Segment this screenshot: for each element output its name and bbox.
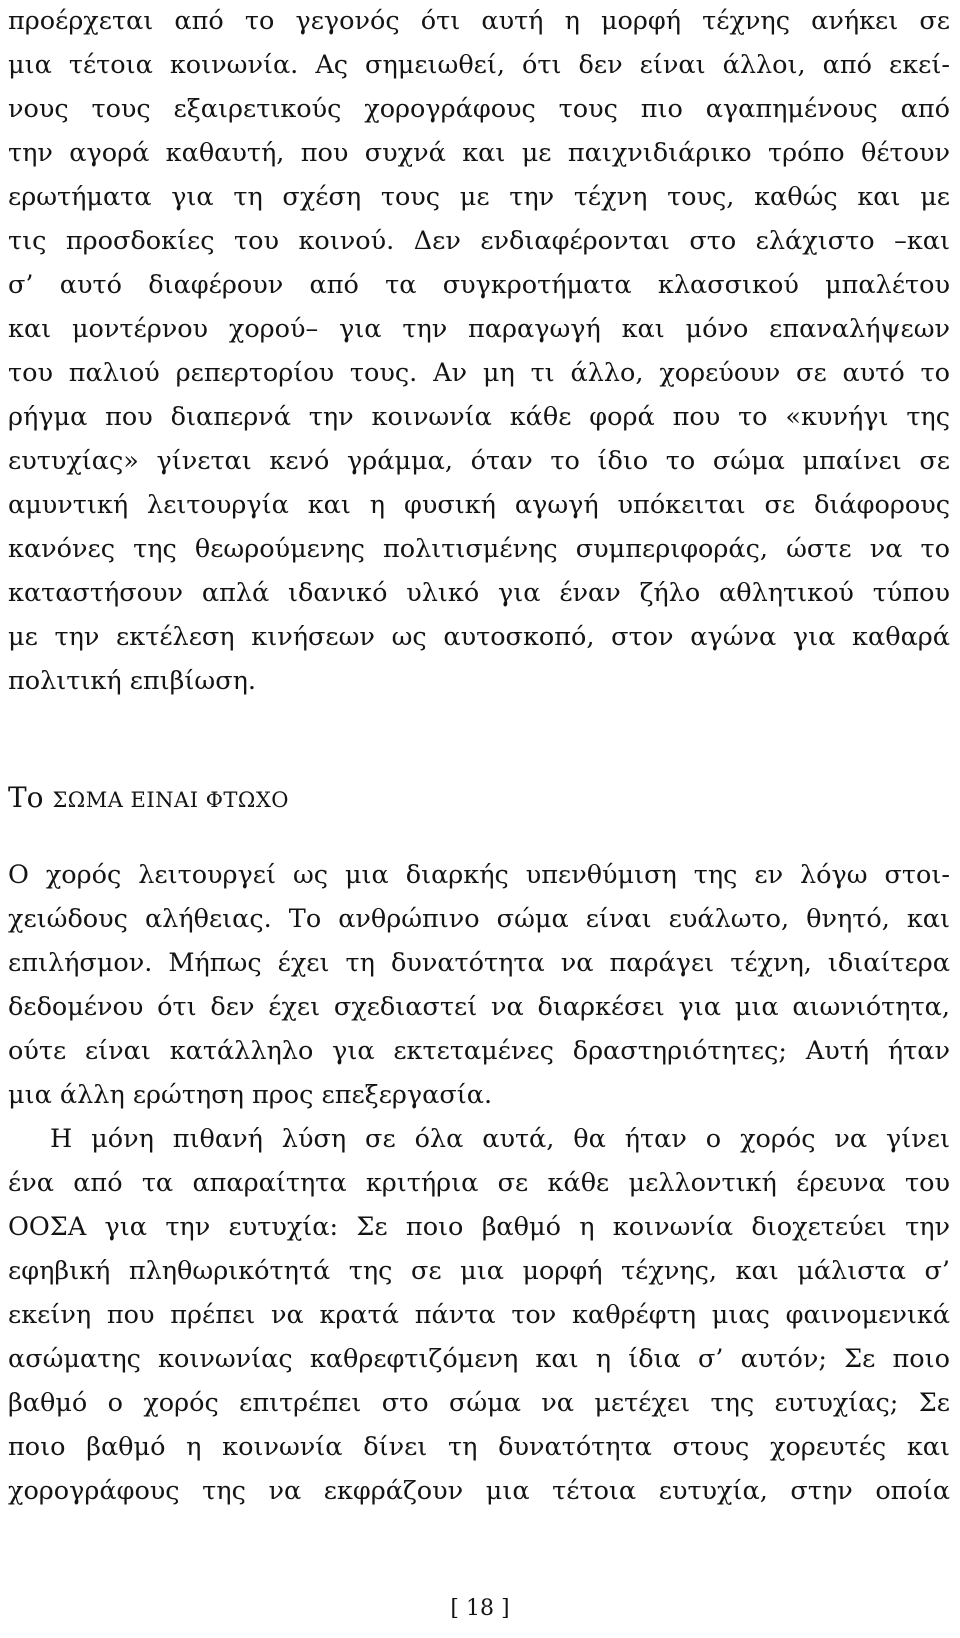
section-heading-first-word: Το bbox=[8, 781, 44, 814]
paragraph-3-line: ποιο βαθμό η κοινωνία δίνει τη δυνατότητα στους χορευτές και bbox=[8, 1432, 950, 1462]
paragraph-3-line: εφηβική πληθωρικότητά της σε μια μορφή τέχνης, και μάλιστα σ’ bbox=[8, 1256, 950, 1286]
paragraph-2-line: δεδομένου ότι δεν έχει σχεδιαστεί να διαρκέσει για μια αιωνιότητα, bbox=[8, 992, 950, 1022]
paragraph-1-line: ρήγμα που διαπερνά την κοινωνία κάθε φορά που το «κυνήγι της bbox=[8, 402, 950, 432]
paragraph-1-line: σ’ αυτό διαφέρουν από τα συγκροτήματα κλασσικού μπαλέτου bbox=[8, 270, 950, 300]
page-number: [ 18 ] bbox=[450, 1596, 510, 1621]
paragraph-1-line: του παλιού ρεπερτορίου τους. Αν μη τι άλλο, χορεύουν σε αυτό το bbox=[8, 358, 950, 388]
paragraph-3-line: βαθμό ο χορός επιτρέπει στο σώμα να μετέχει της ευτυχίας; Σε bbox=[8, 1388, 950, 1418]
paragraph-2-line: επιλήσμον. Μήπως έχει τη δυνατότητα να παράγει τέχνη, ιδιαίτερα bbox=[8, 948, 950, 978]
paragraph-1-line: ευτυχίας» γίνεται κενό γράμμα, όταν το ίδιο το σώμα μπαίνει σε bbox=[8, 446, 950, 476]
paragraph-3-line: ένα από τα απαραίτητα κριτήρια σε κάθε μελλοντική έρευνα του bbox=[8, 1168, 950, 1198]
paragraph-3-line: ΟΟΣΑ για την ευτυχία: Σε ποιο βαθμό η κοινωνία διοχετεύει την bbox=[8, 1212, 950, 1242]
paragraph-1-line: τις προσδοκίες του κοινού. Δεν ενδιαφέρονται στο ελάχιστο –και bbox=[8, 226, 950, 256]
section-heading-small-caps: ΣΩΜΑ ΕΙΝΑΙ ΦΤΩΧΟ bbox=[52, 788, 289, 812]
paragraph-1-line: πολιτική επιβίωση. bbox=[8, 666, 256, 696]
paragraph-2-line: χειώδους αλήθειας. Το ανθρώπινο σώμα είναι ευάλωτο, θνητό, και bbox=[8, 904, 950, 934]
paragraph-1-line: καταστήσουν απλά ιδανικό υλικό για έναν ζήλο αθλητικού τύπου bbox=[8, 578, 950, 608]
paragraph-1-line: μια τέτοια κοινωνία. Ας σημειωθεί, ότι δεν είναι άλλοι, από εκεί- bbox=[8, 50, 950, 80]
paragraph-1-line: προέρχεται από το γεγονός ότι αυτή η μορφή τέχνης ανήκει σε bbox=[8, 6, 950, 36]
paragraph-3-line: εκείνη που πρέπει να κρατά πάντα τον καθρέφτη μιας φαινομενικά bbox=[8, 1300, 950, 1330]
paragraph-1-line: με την εκτέλεση κινήσεων ως αυτοσκοπό, στον αγώνα για καθαρά bbox=[8, 622, 950, 652]
section-heading bbox=[8, 780, 289, 818]
paragraph-1-line: αμυντική λειτουργία και η φυσική αγωγή υπόκειται σε διάφορους bbox=[8, 490, 950, 520]
paragraph-1-line: την αγορά καθαυτή, που συχνά και με παιχνιδιάρικο τρόπο θέτουν bbox=[8, 138, 950, 168]
paragraph-1-line: κανόνες της θεωρούμενης πολιτισμένης συμπεριφοράς, ώστε να το bbox=[8, 534, 950, 564]
paragraph-2-line: ούτε είναι κατάλληλο για εκτεταμένες δραστηριότητες; Αυτή ήταν bbox=[8, 1036, 950, 1066]
paragraph-2-line: Ο χορός λειτουργεί ως μια διαρκής υπενθύμιση της εν λόγω στοι- bbox=[8, 860, 950, 890]
paragraph-1-line: νους τους εξαιρετικούς χορογράφους τους πιο αγαπημένους από bbox=[8, 94, 950, 124]
paragraph-1-line: και μοντέρνου χορού– για την παραγωγή και μόνο επαναλήψεων bbox=[8, 314, 950, 344]
paragraph-3-line: Η μόνη πιθανή λύση σε όλα αυτά, θα ήταν ο χορός να γίνει bbox=[50, 1124, 950, 1154]
paragraph-1-line: ερωτήματα για τη σχέση τους με την τέχνη τους, καθώς και με bbox=[8, 182, 950, 212]
paragraph-2-line: μια άλλη ερώτηση προς επεξεργασία. bbox=[8, 1080, 493, 1110]
paragraph-3-line: ασώματης κοινωνίας καθρεφτιζόμενη και η ίδια σ’ αυτόν; Σε ποιο bbox=[8, 1344, 950, 1374]
paragraph-3-line: χορογράφους της να εκφράζουν μια τέτοια ευτυχία, στην οποία bbox=[8, 1476, 950, 1506]
